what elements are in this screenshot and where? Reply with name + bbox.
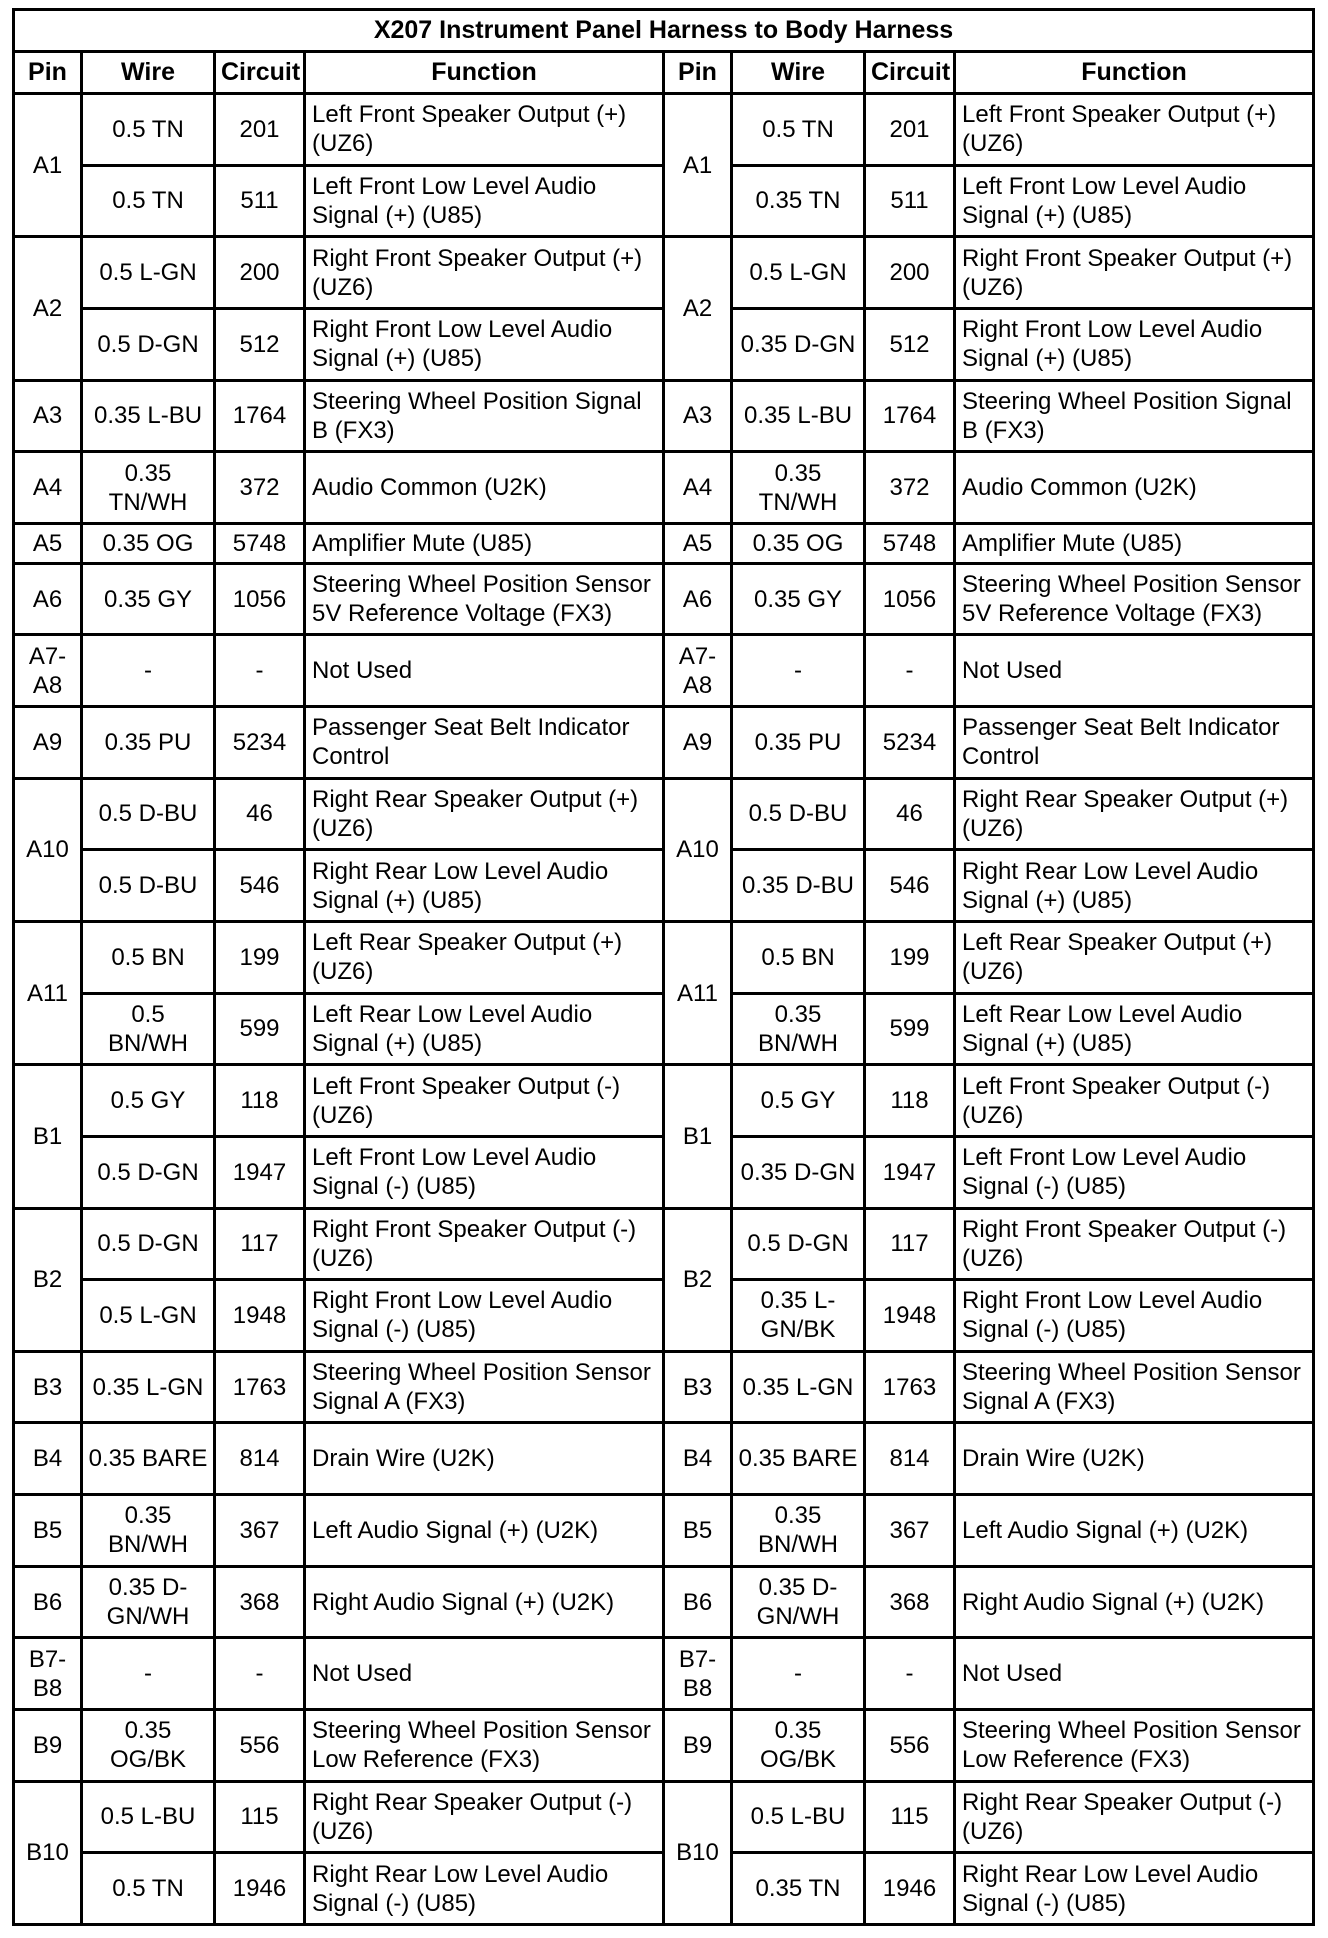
function-cell-left: Right Rear Low Level Audio Signal (-) (U85) (305, 1853, 664, 1925)
wire-cell-right: 0.5 BN (732, 921, 865, 993)
wire-cell-right: 0.35 D-GN (732, 308, 865, 380)
function-cell-left: Left Rear Low Level Audio Signal (+) (U85) (305, 993, 664, 1065)
function-cell-left: Drain Wire (U2K) (305, 1423, 664, 1495)
table-row (14, 563, 1314, 635)
function-cell-right: Steering Wheel Position Sensor Low Reference (FX3) (955, 1710, 1314, 1782)
table-row (14, 707, 1314, 779)
function-cell-left: Steering Wheel Position Sensor Signal A (FX3) (305, 1351, 664, 1423)
circuit-cell-left: 201 (215, 94, 305, 166)
circuit-cell-right: 46 (865, 778, 955, 850)
function-cell-left: Right Front Speaker Output (+) (UZ6) (305, 237, 664, 309)
header-pin-right: Pin (664, 52, 732, 94)
circuit-cell-left: 1056 (215, 563, 305, 635)
circuit-cell-left: 1764 (215, 380, 305, 452)
pin-cell-right: A1 (664, 94, 732, 237)
pin-cell-left: B9 (14, 1710, 82, 1782)
table-row (14, 921, 1314, 993)
function-cell-right: Right Front Speaker Output (-) (UZ6) (955, 1208, 1314, 1280)
wire-cell-left: 0.5 TN (82, 94, 215, 166)
pin-cell-right: A11 (664, 921, 732, 1064)
pin-cell-left: B3 (14, 1351, 82, 1423)
wire-cell-left: 0.5 D-BU (82, 850, 215, 922)
circuit-cell-right: 118 (865, 1065, 955, 1137)
wire-cell-left: 0.5 D-GN (82, 1136, 215, 1208)
table-row (14, 1566, 1314, 1638)
circuit-cell-right: 372 (865, 452, 955, 524)
circuit-cell-left: 372 (215, 452, 305, 524)
pin-cell-right: A3 (664, 380, 732, 452)
function-cell-right: Not Used (955, 635, 1314, 707)
wire-cell-right: - (732, 635, 865, 707)
header-circuit-right: Circuit (865, 52, 955, 94)
pin-cell-right: A9 (664, 707, 732, 779)
pin-cell-right: A10 (664, 778, 732, 921)
header-row (14, 52, 1314, 94)
pin-cell-left: B5 (14, 1495, 82, 1567)
circuit-cell-right: 367 (865, 1495, 955, 1567)
circuit-cell-left: 199 (215, 921, 305, 993)
function-cell-right: Amplifier Mute (U85) (955, 523, 1314, 563)
pin-cell-right: A6 (664, 563, 732, 635)
wire-cell-right: 0.35 L-BU (732, 380, 865, 452)
circuit-cell-right: 546 (865, 850, 955, 922)
pin-cell-left: B10 (14, 1781, 82, 1924)
function-cell-right: Left Front Speaker Output (+) (UZ6) (955, 94, 1314, 166)
wire-cell-left: 0.5 GY (82, 1065, 215, 1137)
pin-cell-left: B1 (14, 1065, 82, 1208)
pin-cell-left: A10 (14, 778, 82, 921)
circuit-cell-left: 1947 (215, 1136, 305, 1208)
pin-cell-right: A2 (664, 237, 732, 380)
circuit-cell-left: 1946 (215, 1853, 305, 1925)
circuit-cell-right: 368 (865, 1566, 955, 1638)
header-function-right: Function (955, 52, 1314, 94)
circuit-cell-left: 511 (215, 165, 305, 237)
function-cell-left: Right Audio Signal (+) (U2K) (305, 1566, 664, 1638)
header-pin-left: Pin (14, 52, 82, 94)
header-function-left: Function (305, 52, 664, 94)
wire-cell-left: 0.5 TN (82, 1853, 215, 1925)
table-row (14, 1638, 1314, 1710)
wire-cell-right: 0.35 D-BU (732, 850, 865, 922)
pin-cell-left: A5 (14, 523, 82, 563)
circuit-cell-left: 367 (215, 1495, 305, 1567)
function-cell-right: Left Audio Signal (+) (U2K) (955, 1495, 1314, 1567)
circuit-cell-left: 118 (215, 1065, 305, 1137)
function-cell-left: Left Audio Signal (+) (U2K) (305, 1495, 664, 1567)
circuit-cell-left: 117 (215, 1208, 305, 1280)
circuit-cell-right: 199 (865, 921, 955, 993)
harness-pinout-table (12, 8, 1315, 1926)
function-cell-right: Right Rear Speaker Output (+) (UZ6) (955, 778, 1314, 850)
function-cell-left: Steering Wheel Position Signal B (FX3) (305, 380, 664, 452)
wire-cell-left: 0.35 TN/WH (82, 452, 215, 524)
table-row (14, 237, 1314, 309)
wire-cell-left: 0.5 TN (82, 165, 215, 237)
function-cell-right: Right Rear Low Level Audio Signal (+) (U85) (955, 850, 1314, 922)
pin-cell-right: B4 (664, 1423, 732, 1495)
function-cell-right: Steering Wheel Position Sensor 5V Reference Voltage (FX3) (955, 563, 1314, 635)
function-cell-left: Amplifier Mute (U85) (305, 523, 664, 563)
wire-cell-right: 0.35 GY (732, 563, 865, 635)
table-title: X207 Instrument Panel Harness to Body Harness (14, 10, 1314, 52)
function-cell-right: Steering Wheel Position Sensor Signal A (FX3) (955, 1351, 1314, 1423)
table-row (14, 1065, 1314, 1137)
function-cell-right: Right Front Low Level Audio Signal (-) (U85) (955, 1280, 1314, 1352)
wire-cell-right: 0.35 TN (732, 165, 865, 237)
circuit-cell-right: 511 (865, 165, 955, 237)
function-cell-left: Right Front Speaker Output (-) (UZ6) (305, 1208, 664, 1280)
wire-cell-right: 0.35 D-GN (732, 1136, 865, 1208)
function-cell-right: Left Front Speaker Output (-) (UZ6) (955, 1065, 1314, 1137)
wire-cell-left: 0.5 L-BU (82, 1781, 215, 1853)
function-cell-left: Audio Common (U2K) (305, 452, 664, 524)
function-cell-right: Right Front Speaker Output (+) (UZ6) (955, 237, 1314, 309)
circuit-cell-left: 115 (215, 1781, 305, 1853)
table-row (14, 94, 1314, 166)
circuit-cell-left: 599 (215, 993, 305, 1065)
circuit-cell-left: 5748 (215, 523, 305, 563)
table-row (14, 1208, 1314, 1280)
wire-cell-right: 0.35 TN/WH (732, 452, 865, 524)
wire-cell-left: 0.35 D-GN/WH (82, 1566, 215, 1638)
table-row (14, 452, 1314, 524)
function-cell-right: Left Front Low Level Audio Signal (-) (U85) (955, 1136, 1314, 1208)
wire-cell-left: 0.35 L-GN (82, 1351, 215, 1423)
pin-cell-left: A6 (14, 563, 82, 635)
function-cell-left: Right Front Low Level Audio Signal (-) (U85) (305, 1280, 664, 1352)
pin-cell-left: B4 (14, 1423, 82, 1495)
pin-cell-right: A5 (664, 523, 732, 563)
circuit-cell-right: 1947 (865, 1136, 955, 1208)
pin-cell-left: B2 (14, 1208, 82, 1351)
table-row (14, 1781, 1314, 1853)
circuit-cell-left: 546 (215, 850, 305, 922)
wire-cell-left: 0.5 L-GN (82, 1280, 215, 1352)
pin-cell-right: B7-B8 (664, 1638, 732, 1710)
table-row (14, 1495, 1314, 1567)
function-cell-left: Not Used (305, 1638, 664, 1710)
wire-cell-left: - (82, 1638, 215, 1710)
wire-cell-right: 0.35 OG (732, 523, 865, 563)
circuit-cell-right: 200 (865, 237, 955, 309)
circuit-cell-right: 5748 (865, 523, 955, 563)
circuit-cell-right: 814 (865, 1423, 955, 1495)
pin-cell-right: B2 (664, 1208, 732, 1351)
wire-cell-right: 0.5 D-BU (732, 778, 865, 850)
function-cell-left: Left Front Low Level Audio Signal (+) (U85) (305, 165, 664, 237)
wire-cell-left: 0.5 BN/WH (82, 993, 215, 1065)
wire-cell-right: 0.5 GY (732, 1065, 865, 1137)
wire-cell-right: 0.35 PU (732, 707, 865, 779)
pin-cell-right: A4 (664, 452, 732, 524)
pin-cell-right: B10 (664, 1781, 732, 1924)
wire-cell-right: 0.5 D-GN (732, 1208, 865, 1280)
circuit-cell-right: 556 (865, 1710, 955, 1782)
wire-cell-right: 0.5 TN (732, 94, 865, 166)
circuit-cell-right: 5234 (865, 707, 955, 779)
circuit-cell-right: 115 (865, 1781, 955, 1853)
wire-cell-right: 0.35 L-GN (732, 1351, 865, 1423)
function-cell-right: Left Rear Speaker Output (+) (UZ6) (955, 921, 1314, 993)
wire-cell-right: 0.35 BARE (732, 1423, 865, 1495)
circuit-cell-left: 556 (215, 1710, 305, 1782)
function-cell-right: Not Used (955, 1638, 1314, 1710)
table-row (14, 778, 1314, 850)
function-cell-left: Not Used (305, 635, 664, 707)
header-wire-left: Wire (82, 52, 215, 94)
circuit-cell-left: - (215, 635, 305, 707)
wire-cell-left: 0.5 D-GN (82, 308, 215, 380)
wire-cell-right: 0.5 L-GN (732, 237, 865, 309)
wire-cell-left: 0.35 BARE (82, 1423, 215, 1495)
circuit-cell-right: 117 (865, 1208, 955, 1280)
function-cell-right: Drain Wire (U2K) (955, 1423, 1314, 1495)
circuit-cell-right: 1763 (865, 1351, 955, 1423)
function-cell-left: Passenger Seat Belt Indicator Control (305, 707, 664, 779)
wire-cell-left: 0.35 OG/BK (82, 1710, 215, 1782)
circuit-cell-right: 201 (865, 94, 955, 166)
circuit-cell-right: 512 (865, 308, 955, 380)
pin-cell-left: A11 (14, 921, 82, 1064)
pin-cell-right: B6 (664, 1566, 732, 1638)
pin-cell-left: A4 (14, 452, 82, 524)
circuit-cell-right: 1764 (865, 380, 955, 452)
function-cell-left: Steering Wheel Position Sensor 5V Reference Voltage (FX3) (305, 563, 664, 635)
wire-cell-right: 0.35 BN/WH (732, 993, 865, 1065)
wire-cell-left: 0.35 L-BU (82, 380, 215, 452)
circuit-cell-left: 5234 (215, 707, 305, 779)
pin-cell-left: B7-B8 (14, 1638, 82, 1710)
function-cell-left: Right Rear Speaker Output (+) (UZ6) (305, 778, 664, 850)
circuit-cell-left: 512 (215, 308, 305, 380)
circuit-cell-left: 46 (215, 778, 305, 850)
function-cell-left: Right Front Low Level Audio Signal (+) (U85) (305, 308, 664, 380)
function-cell-right: Steering Wheel Position Signal B (FX3) (955, 380, 1314, 452)
circuit-cell-left: 368 (215, 1566, 305, 1638)
circuit-cell-left: 1763 (215, 1351, 305, 1423)
table-row (14, 1423, 1314, 1495)
wire-cell-right: 0.5 L-BU (732, 1781, 865, 1853)
wire-cell-left: - (82, 635, 215, 707)
function-cell-right: Right Front Low Level Audio Signal (+) (U85) (955, 308, 1314, 380)
function-cell-left: Left Front Low Level Audio Signal (-) (U85) (305, 1136, 664, 1208)
circuit-cell-right: 1946 (865, 1853, 955, 1925)
header-wire-right: Wire (732, 52, 865, 94)
pin-cell-right: B9 (664, 1710, 732, 1782)
circuit-cell-right: 1056 (865, 563, 955, 635)
function-cell-right: Passenger Seat Belt Indicator Control (955, 707, 1314, 779)
wire-cell-right: 0.35 L-GN/BK (732, 1280, 865, 1352)
wire-cell-right: 0.35 BN/WH (732, 1495, 865, 1567)
table-row (14, 635, 1314, 707)
function-cell-right: Right Audio Signal (+) (U2K) (955, 1566, 1314, 1638)
circuit-cell-left: - (215, 1638, 305, 1710)
function-cell-left: Right Rear Speaker Output (-) (UZ6) (305, 1781, 664, 1853)
wire-cell-left: 0.5 D-GN (82, 1208, 215, 1280)
table-row (14, 1351, 1314, 1423)
wire-cell-left: 0.5 BN (82, 921, 215, 993)
pin-cell-left: A7-A8 (14, 635, 82, 707)
circuit-cell-right: 599 (865, 993, 955, 1065)
function-cell-right: Left Front Low Level Audio Signal (+) (U85) (955, 165, 1314, 237)
pin-cell-right: B3 (664, 1351, 732, 1423)
function-cell-right: Audio Common (U2K) (955, 452, 1314, 524)
function-cell-right: Right Rear Low Level Audio Signal (-) (U85) (955, 1853, 1314, 1925)
circuit-cell-left: 814 (215, 1423, 305, 1495)
pinout-rows (14, 94, 1314, 1925)
function-cell-left: Left Rear Speaker Output (+) (UZ6) (305, 921, 664, 993)
circuit-cell-left: 200 (215, 237, 305, 309)
wire-cell-left: 0.35 PU (82, 707, 215, 779)
pin-cell-right: A7-A8 (664, 635, 732, 707)
circuit-cell-right: - (865, 1638, 955, 1710)
wire-cell-left: 0.5 L-GN (82, 237, 215, 309)
circuit-cell-left: 1948 (215, 1280, 305, 1352)
pin-cell-left: B6 (14, 1566, 82, 1638)
header-circuit-left: Circuit (215, 52, 305, 94)
wire-cell-left: 0.35 OG (82, 523, 215, 563)
wire-cell-right: 0.35 OG/BK (732, 1710, 865, 1782)
table-row (14, 380, 1314, 452)
pin-cell-right: B5 (664, 1495, 732, 1567)
pin-cell-right: B1 (664, 1065, 732, 1208)
wire-cell-left: 0.5 D-BU (82, 778, 215, 850)
function-cell-left: Left Front Speaker Output (-) (UZ6) (305, 1065, 664, 1137)
pin-cell-left: A2 (14, 237, 82, 380)
pin-cell-left: A3 (14, 380, 82, 452)
function-cell-right: Left Rear Low Level Audio Signal (+) (U85) (955, 993, 1314, 1065)
wire-cell-right: 0.35 D-GN/WH (732, 1566, 865, 1638)
wire-cell-right: 0.35 TN (732, 1853, 865, 1925)
function-cell-right: Right Rear Speaker Output (-) (UZ6) (955, 1781, 1314, 1853)
table-row (14, 523, 1314, 563)
wire-cell-left: 0.35 BN/WH (82, 1495, 215, 1567)
pin-cell-left: A9 (14, 707, 82, 779)
function-cell-left: Left Front Speaker Output (+) (UZ6) (305, 94, 664, 166)
function-cell-left: Steering Wheel Position Sensor Low Reference (FX3) (305, 1710, 664, 1782)
table-row (14, 1710, 1314, 1782)
circuit-cell-right: 1948 (865, 1280, 955, 1352)
wire-cell-left: 0.35 GY (82, 563, 215, 635)
function-cell-left: Right Rear Low Level Audio Signal (+) (U85) (305, 850, 664, 922)
pin-cell-left: A1 (14, 94, 82, 237)
wire-cell-right: - (732, 1638, 865, 1710)
circuit-cell-right: - (865, 635, 955, 707)
